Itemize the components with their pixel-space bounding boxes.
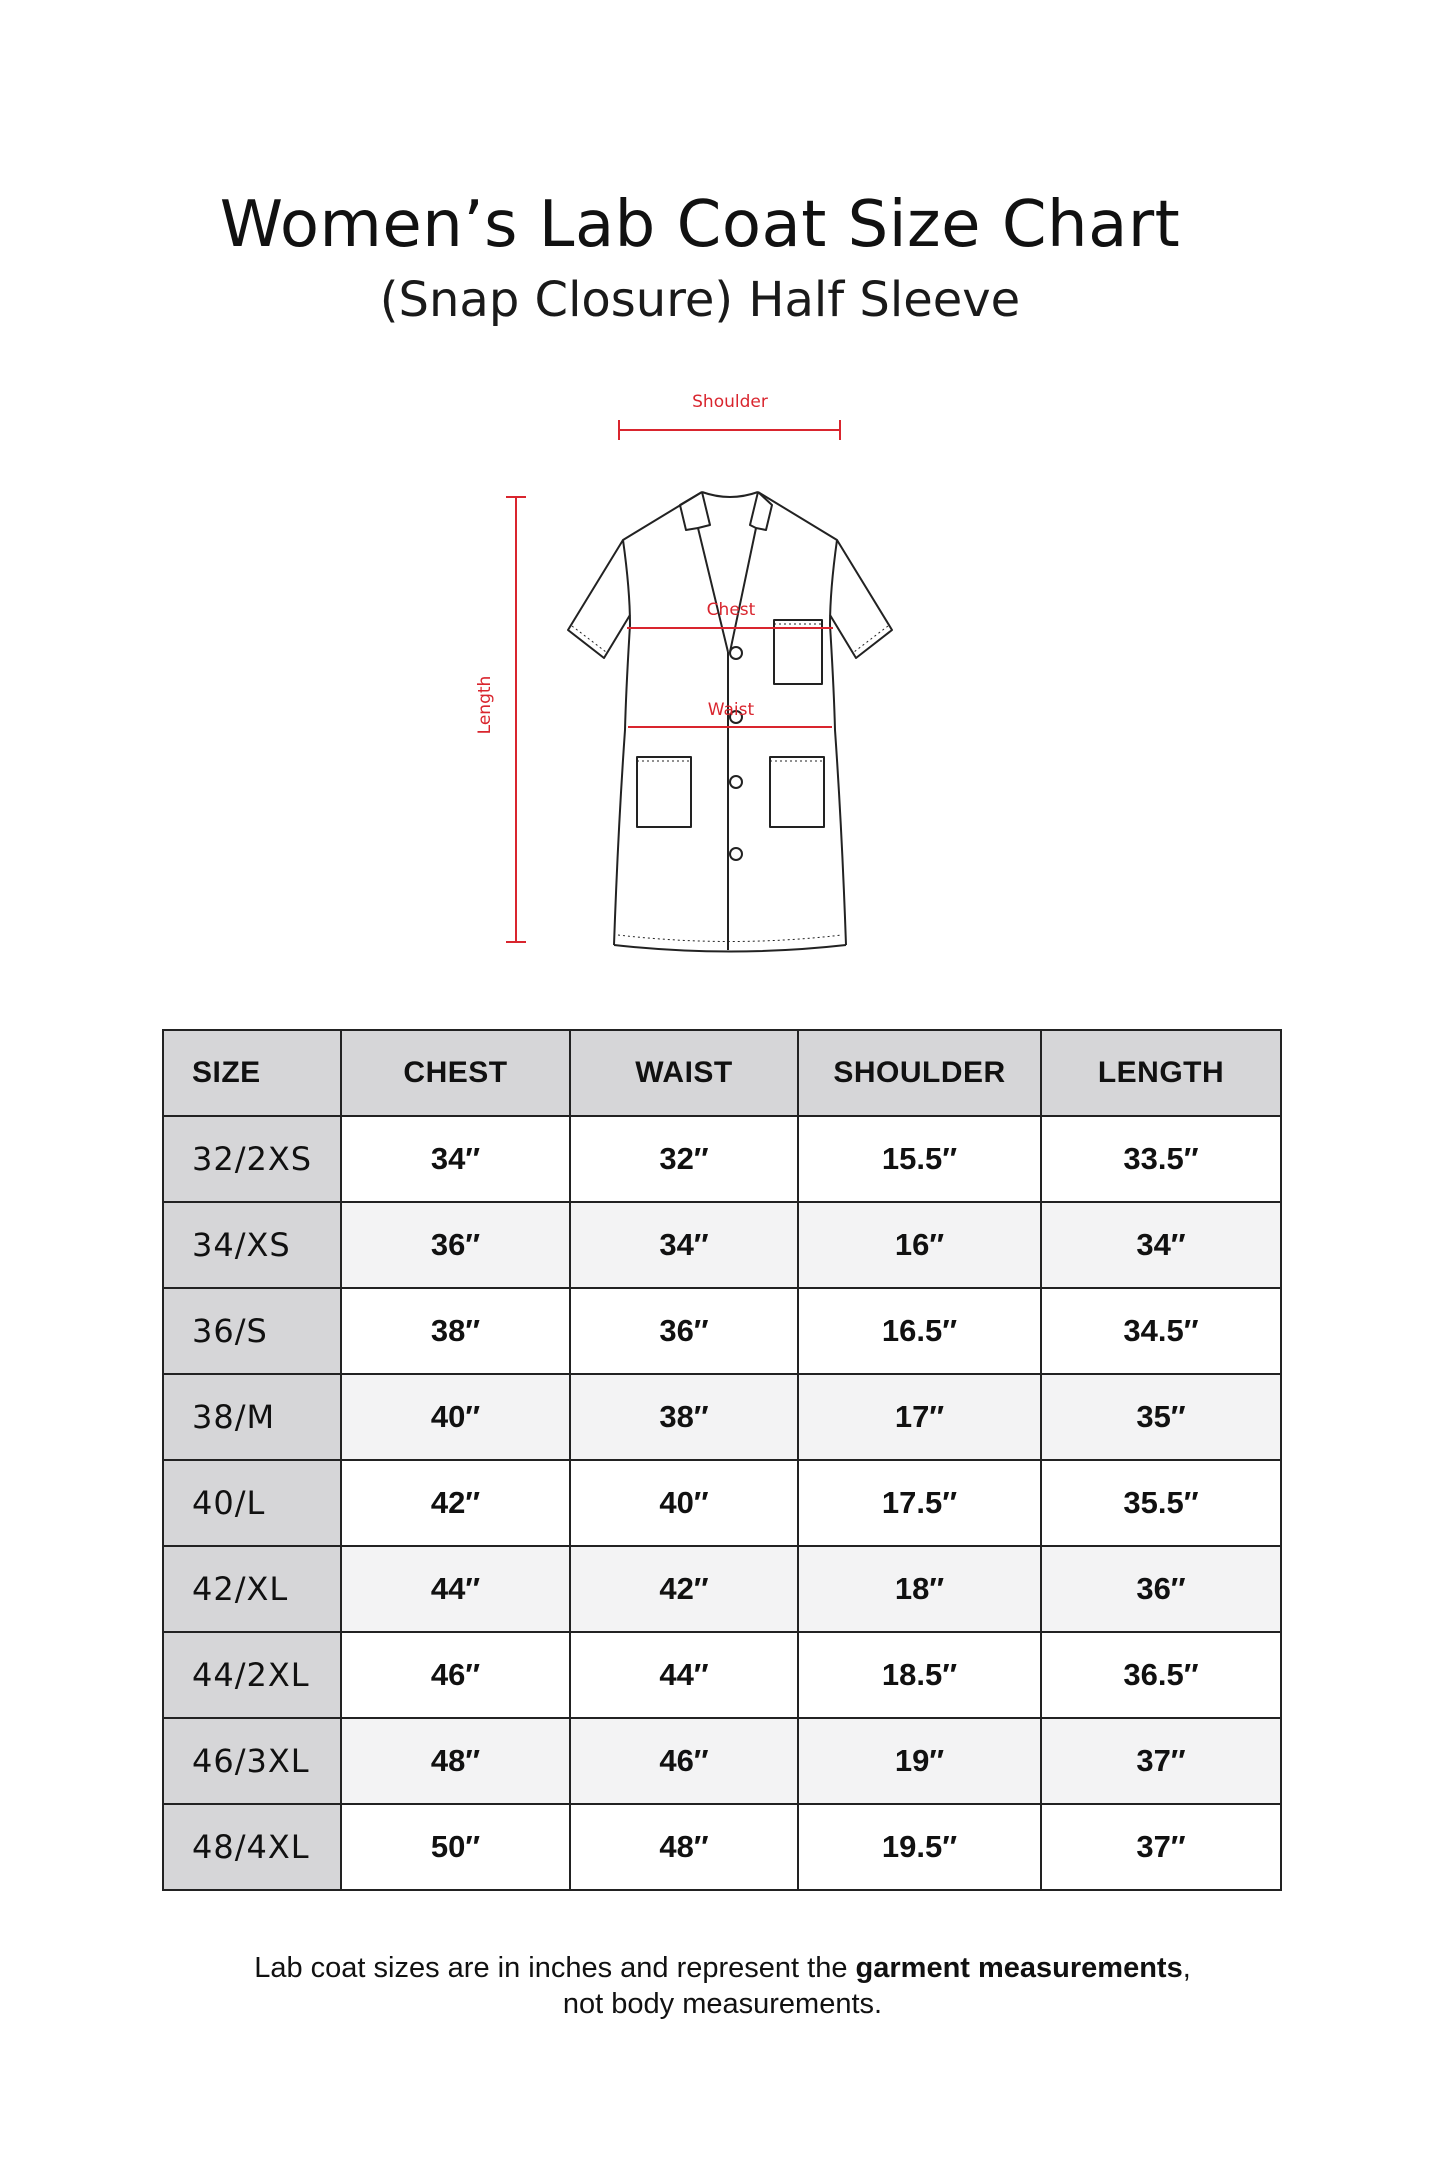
shoulder-cell: 19″ (798, 1718, 1041, 1804)
shoulder-cell: 18.5″ (798, 1632, 1041, 1718)
shoulder-cell: 19.5″ (798, 1804, 1041, 1890)
size-cell: 34/XS (163, 1202, 341, 1288)
shoulder-cell: 15.5″ (798, 1116, 1041, 1202)
waist-cell: 36″ (570, 1288, 798, 1374)
waist-cell: 44″ (570, 1632, 798, 1718)
table-row (163, 1546, 1281, 1632)
header-shoulder: SHOULDER (798, 1030, 1041, 1116)
chest-cell: 36″ (341, 1202, 570, 1288)
coat-outline (568, 492, 892, 952)
waist-label: Waist (707, 700, 755, 720)
shoulder-cell: 16″ (798, 1202, 1041, 1288)
size-cell: 44/2XL (163, 1632, 341, 1718)
length-cell: 37″ (1041, 1718, 1281, 1804)
chest-cell: 48″ (341, 1718, 570, 1804)
waist-cell: 42″ (570, 1546, 798, 1632)
waist-cell: 38″ (570, 1374, 798, 1460)
footnote-line-2: not body measurements. (562, 1988, 883, 2020)
table-header-row (163, 1030, 1281, 1116)
lab-coat-diagram (440, 390, 940, 970)
chest-cell: 46″ (341, 1632, 570, 1718)
size-cell: 38/M (163, 1374, 341, 1460)
size-cell: 40/L (163, 1460, 341, 1546)
chest-cell: 34″ (341, 1116, 570, 1202)
shoulder-cell: 17.5″ (798, 1460, 1041, 1546)
waist-cell: 40″ (570, 1460, 798, 1546)
page-subtitle: (Snap Closure) Half Sleeve (379, 272, 1021, 328)
shoulder-label: Shoulder (692, 392, 768, 412)
waist-cell: 48″ (570, 1804, 798, 1890)
table-row (163, 1632, 1281, 1718)
length-label: Length (475, 675, 495, 735)
shoulder-cell: 17″ (798, 1374, 1041, 1460)
table-row (163, 1804, 1281, 1890)
footnote-punctuation: , (1182, 1952, 1191, 1984)
size-cell: 32/2XS (163, 1116, 341, 1202)
chest-cell: 44″ (341, 1546, 570, 1632)
chest-cell: 40″ (341, 1374, 570, 1460)
size-table (162, 1029, 1282, 1891)
header-waist: WAIST (570, 1030, 798, 1116)
length-cell: 34.5″ (1041, 1288, 1281, 1374)
header-size: SIZE (163, 1030, 341, 1116)
table-row (163, 1116, 1281, 1202)
footnote-text: Lab coat sizes are in inches and represent the (254, 1952, 856, 1984)
length-cell: 36.5″ (1041, 1632, 1281, 1718)
page-title: Women’s Lab Coat Size Chart (219, 188, 1181, 262)
size-cell: 46/3XL (163, 1718, 341, 1804)
chest-cell: 38″ (341, 1288, 570, 1374)
footnote (0, 1950, 1445, 2022)
table-row (163, 1288, 1281, 1374)
length-cell: 35.5″ (1041, 1460, 1281, 1546)
footnote-emphasis: garment measurements (855, 1952, 1183, 1984)
table-row (163, 1202, 1281, 1288)
size-cell: 48/4XL (163, 1804, 341, 1890)
chest-cell: 50″ (341, 1804, 570, 1890)
length-cell: 36″ (1041, 1546, 1281, 1632)
header-chest: CHEST (341, 1030, 570, 1116)
shoulder-cell: 18″ (798, 1546, 1041, 1632)
length-cell: 35″ (1041, 1374, 1281, 1460)
header-length: LENGTH (1041, 1030, 1281, 1116)
table-row (163, 1460, 1281, 1546)
coat-buttons (730, 647, 742, 860)
waist-cell: 34″ (570, 1202, 798, 1288)
size-cell: 42/XL (163, 1546, 341, 1632)
chest-cell: 42″ (341, 1460, 570, 1546)
length-cell: 33.5″ (1041, 1116, 1281, 1202)
table-row (163, 1718, 1281, 1804)
length-cell: 37″ (1041, 1804, 1281, 1890)
chest-label: Chest (706, 600, 756, 620)
waist-cell: 32″ (570, 1116, 798, 1202)
shoulder-cell: 16.5″ (798, 1288, 1041, 1374)
waist-cell: 46″ (570, 1718, 798, 1804)
size-cell: 36/S (163, 1288, 341, 1374)
length-cell: 34″ (1041, 1202, 1281, 1288)
table-row (163, 1374, 1281, 1460)
